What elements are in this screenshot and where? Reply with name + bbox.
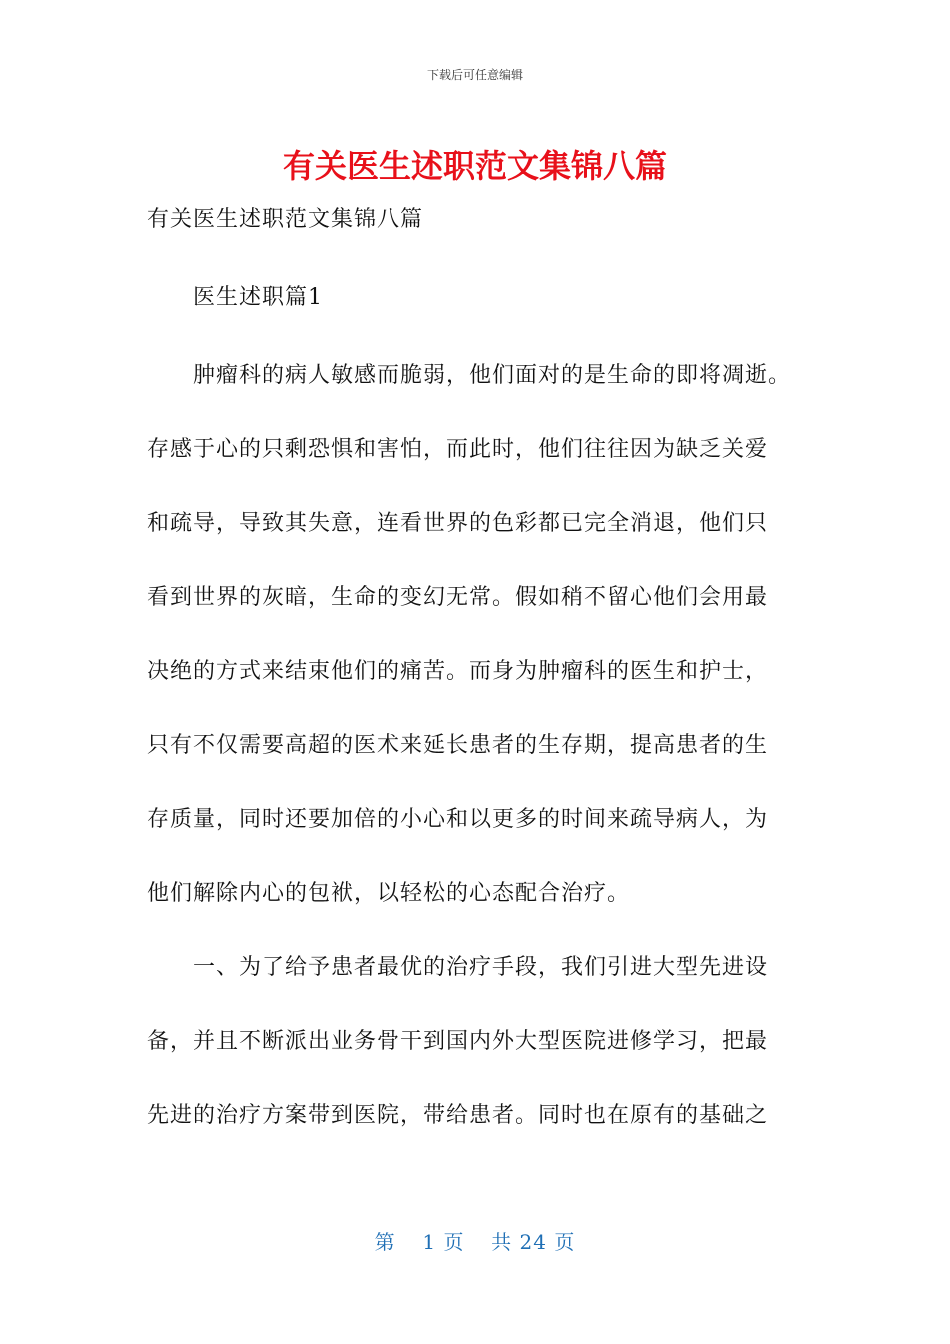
paragraph-1 xyxy=(147,352,827,918)
paragraph-line: 肿瘤科的病人敏感而脆弱，他们面对的是生命的即将凋逝。 xyxy=(193,363,792,388)
page-footer xyxy=(0,1226,950,1255)
paragraph-line: 备，并且不断派出业务骨干到国内外大型医院进修学习，把最 xyxy=(147,1029,769,1054)
paragraph-line: 存感于心的只剩恐惧和害怕，而此时，他们往往因为缺乏关爱 xyxy=(147,437,769,462)
page-suffix: 页 xyxy=(554,1230,576,1254)
paragraph-line: 只有不仅需要高超的医术来延长患者的生存期，提高患者的生 xyxy=(147,733,769,758)
page-mid: 页 xyxy=(443,1230,465,1254)
section-heading: 医生述职篇1 xyxy=(193,285,323,310)
document-body xyxy=(147,196,827,1166)
paragraph-2 xyxy=(147,944,827,1140)
document-title: 有关医生述职范文集锦八篇 xyxy=(282,147,667,185)
total-pages: 24 xyxy=(519,1230,547,1254)
paragraph-line: 一、为了给予患者最优的治疗手段，我们引进大型先进设 xyxy=(193,955,769,980)
header-note: 下载后可任意编辑 xyxy=(426,68,523,82)
paragraph-line: 先进的治疗方案带到医院，带给患者。同时也在原有的基础之 xyxy=(147,1103,769,1128)
page-number: 1 xyxy=(422,1230,437,1254)
total-prefix: 共 xyxy=(491,1230,513,1254)
document-subtitle: 有关医生述职范文集锦八篇 xyxy=(147,207,424,232)
paragraph-line: 存质量，同时还要加倍的小心和以更多的时间来疏导病人，为 xyxy=(147,807,769,832)
paragraph-line: 他们解除内心的包袱，以轻松的心态配合治疗。 xyxy=(147,881,631,906)
paragraph-line: 决绝的方式来结束他们的痛苦。而身为肿瘤科的医生和护士， xyxy=(147,659,769,684)
paragraph-line: 看到世界的灰暗，生命的变幻无常。假如稍不留心他们会用最 xyxy=(147,585,769,610)
page-prefix: 第 xyxy=(374,1230,396,1254)
paragraph-line: 和疏导，导致其失意，连看世界的色彩都已完全消退，他们只 xyxy=(147,511,769,536)
